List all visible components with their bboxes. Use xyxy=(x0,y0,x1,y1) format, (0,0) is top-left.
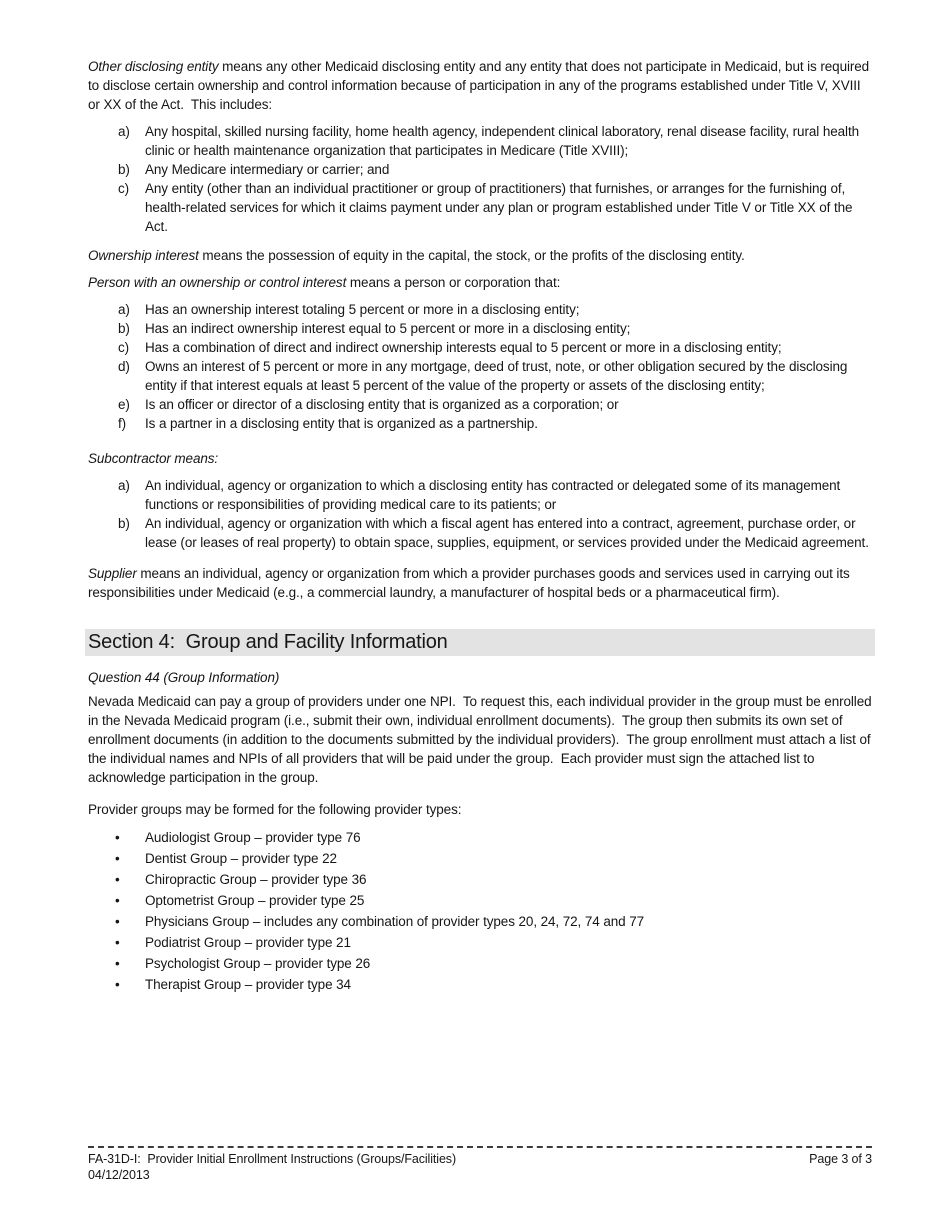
document-body xyxy=(88,57,876,995)
list-item xyxy=(115,932,872,953)
list-item xyxy=(118,414,872,433)
footer-form-id: FA-31D-I: Provider Initial Enrollment Instructions (Groups/Facilities) xyxy=(88,1152,457,1166)
list-item-text: Is an officer or director of a disclosing entity that is organized as a corporation; or xyxy=(145,397,619,412)
provider-groups-intro: Provider groups may be formed for the following provider types: xyxy=(88,802,462,817)
list-marker: e) xyxy=(118,397,130,412)
list-item xyxy=(118,319,872,338)
list-marker: b) xyxy=(118,162,130,177)
list-item xyxy=(115,953,872,974)
list-item-text: Is a partner in a disclosing entity that is organized as a partnership. xyxy=(145,416,538,431)
list-item xyxy=(118,514,872,552)
list-marker: a) xyxy=(118,302,130,317)
list-item xyxy=(115,974,872,995)
list-marker: c) xyxy=(118,340,130,355)
bullet-icon: • xyxy=(115,956,120,971)
list-item-text: Any entity (other than an individual practitioner or group of practitioners) that furnishes, or arranges for the furnishing of, health-related services for which it claims payment under any plan or program established under Title V or Title XX of the Act. xyxy=(145,181,856,234)
list-item-text: Optometrist Group – provider type 25 xyxy=(145,893,365,908)
list-item xyxy=(115,848,872,869)
definition-text: means a person or corporation that: xyxy=(346,275,561,290)
list-marker: a) xyxy=(118,478,130,493)
list-item-text: Any hospital, skilled nursing facility, home health agency, independent clinical laboratory, renal disease facility, rural health clinic or health maintenance organization that participates in Medicare (Title XVIII); xyxy=(145,124,863,158)
footer-divider xyxy=(88,1146,872,1148)
bullet-icon: • xyxy=(115,893,120,908)
definition-text: means any other Medicaid disclosing entity and any entity that does not participate in Medicaid, but is required to disclose certain ownership and control information because of participation in any of the programs established under Title V, XVIII or XX of the Act. This includes: xyxy=(88,59,873,112)
group-information-paragraph: Nevada Medicaid can pay a group of providers under one NPI. To request this, each individual provider in the group must be enrolled in the Nevada Medicaid program (i.e., submit their own, individual enrollment documents). The group then submits its own set of enrollment documents (in addition to the documents submitted by the individual providers). The group enrollment must attach a list of the individual names and NPIs of all providers that will be paid under the group. Each provider must sign the attached list to acknowledge participation in the group. xyxy=(88,694,876,785)
list-item xyxy=(115,911,872,932)
list-item-text: Psychologist Group – provider type 26 xyxy=(145,956,371,971)
list-item xyxy=(115,869,872,890)
list-item xyxy=(115,827,872,848)
list-item xyxy=(118,476,872,514)
list-item-text: Has an indirect ownership interest equal to 5 percent or more in a disclosing entity; xyxy=(145,321,631,336)
list-marker: b) xyxy=(118,321,130,336)
bullet-icon: • xyxy=(115,830,120,845)
bullet-icon: • xyxy=(115,935,120,950)
list-item-text: Physicians Group – includes any combination of provider types 20, 24, 72, 74 and 77 xyxy=(145,914,645,929)
list-item xyxy=(118,357,872,395)
list-item-text: An individual, agency or organization to which a disclosing entity has contracted or delegated some of its management functions or responsibilities of providing medical care to its patients; or xyxy=(145,478,844,512)
definition-ownership-interest xyxy=(88,246,872,265)
definition-text: means the possession of equity in the capital, the stock, or the profits of the disclosing entity. xyxy=(198,248,745,263)
list-item-text: Has an ownership interest totaling 5 percent or more in a disclosing entity; xyxy=(145,302,580,317)
provider-groups-bullet-list xyxy=(88,827,872,995)
page-footer xyxy=(88,1146,872,1183)
list-item xyxy=(115,890,872,911)
bullet-icon: • xyxy=(115,977,120,992)
list-item-text: Podiatrist Group – provider type 21 xyxy=(145,935,351,950)
definition-person-with-interest xyxy=(88,273,872,292)
definition-term: Subcontractor means: xyxy=(88,451,219,466)
definition-text: means an individual, agency or organization from which a provider purchases goods and services used in carrying out its responsibilities under Medicaid (e.g., a commercial laundry, a manufacturer of hospital beds or a pharmaceutical firm). xyxy=(88,566,854,600)
bullet-icon: • xyxy=(115,914,120,929)
list-item-text: Chiropractic Group – provider type 36 xyxy=(145,872,367,887)
list-item xyxy=(118,160,872,179)
list-item-text: Owns an interest of 5 percent or more in any mortgage, deed of trust, note, or other obligation secured by the disclosing entity if that interest equals at least 5 percent of the value of the property or assets of the disclosing entity; xyxy=(145,359,851,393)
list-item-text: An individual, agency or organization with which a fiscal agent has entered into a contract, agreement, purchase order, or lease (or leases of real property) to obtain space, supplies, equipment, or services provided under the Medicaid agreement. xyxy=(145,516,869,550)
definition-term: Supplier xyxy=(88,566,137,581)
lettered-list-subcontractor xyxy=(88,476,872,552)
definition-term: Other disclosing entity xyxy=(88,59,219,74)
list-item xyxy=(118,300,872,319)
definition-other-disclosing-entity xyxy=(88,57,872,114)
definition-supplier xyxy=(88,564,872,602)
list-item-text: Dentist Group – provider type 22 xyxy=(145,851,337,866)
list-marker: c) xyxy=(118,181,130,196)
definition-subcontractor xyxy=(88,449,872,468)
list-item xyxy=(118,395,872,414)
list-marker: a) xyxy=(118,124,130,139)
lettered-list-other-disclosing-entity xyxy=(88,122,872,236)
question-44-heading: Question 44 (Group Information) xyxy=(88,670,280,685)
footer-page-number: Page 3 of 3 xyxy=(809,1152,872,1166)
list-item-text: Any Medicare intermediary or carrier; and xyxy=(145,162,390,177)
list-marker: b) xyxy=(118,516,130,531)
list-marker: d) xyxy=(118,359,130,374)
definition-term: Person with an ownership or control interest xyxy=(88,275,347,290)
list-item xyxy=(118,122,872,160)
definition-term: Ownership interest xyxy=(88,248,199,263)
bullet-icon: • xyxy=(115,851,120,866)
footer-date: 04/12/2013 xyxy=(88,1168,150,1182)
bullet-icon: • xyxy=(115,872,120,887)
list-item-text: Audiologist Group – provider type 76 xyxy=(145,830,361,845)
list-item xyxy=(118,338,872,357)
list-item-text: Therapist Group – provider type 34 xyxy=(145,977,351,992)
lettered-list-person-with-interest xyxy=(88,300,872,433)
list-item xyxy=(118,179,872,236)
list-item-text: Has a combination of direct and indirect ownership interests equal to 5 percent or more in a disclosing entity; xyxy=(145,340,782,355)
section-4-header: Section 4: Group and Facility Information xyxy=(85,629,875,656)
list-marker: f) xyxy=(118,416,127,431)
